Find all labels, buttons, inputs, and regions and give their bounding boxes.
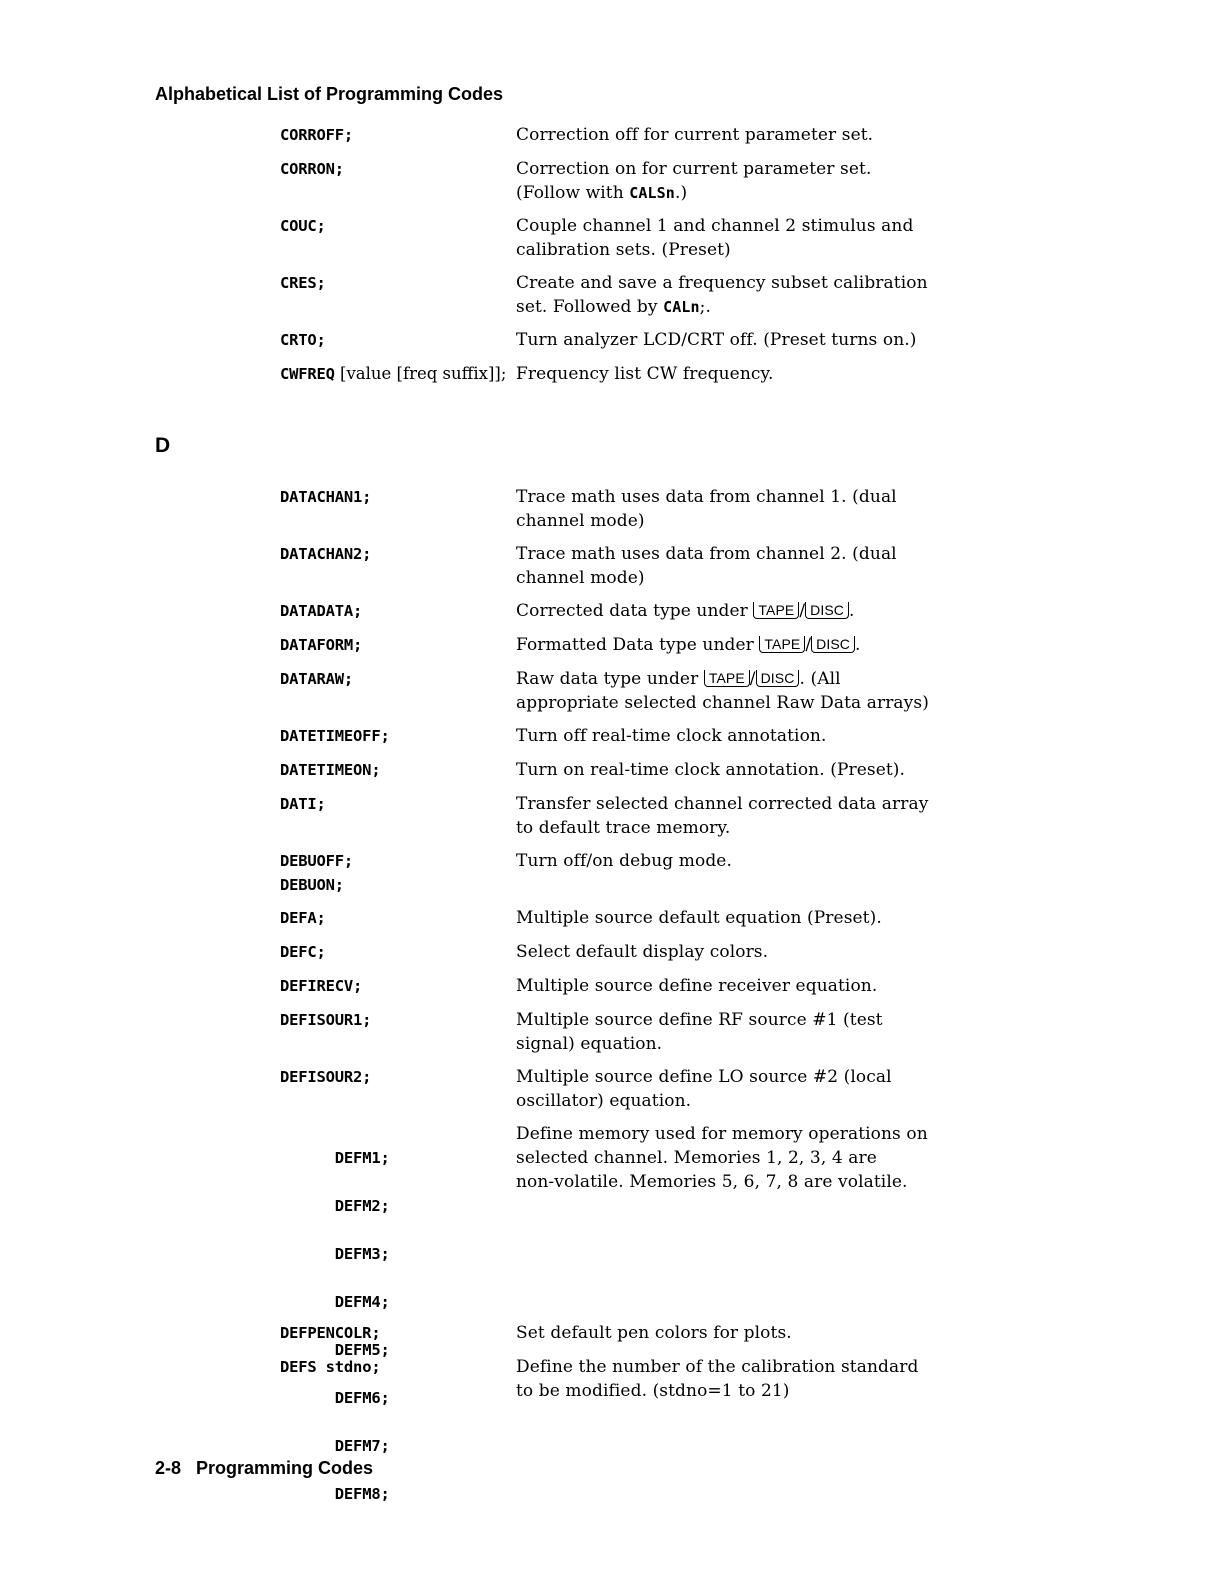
list-item [280, 542, 960, 599]
desc-line: Trace math uses data from channel 1. (dual [516, 487, 897, 507]
desc-line: Correction on for current parameter set. [516, 159, 872, 179]
list-item [280, 1355, 960, 1412]
code-description [516, 271, 960, 319]
code-line: DEFM7; [334, 1437, 390, 1455]
entry-list-c [280, 123, 960, 396]
desc-line: Trace math uses data from channel 2. (dual [516, 544, 897, 564]
desc-line: signal) equation. [516, 1034, 663, 1054]
list-item [280, 633, 960, 667]
desc-line: channel mode) [516, 511, 645, 531]
code-description: Turn on real-time clock annotation. (Preset). [516, 760, 906, 780]
code-line: DEFM2; [334, 1197, 390, 1215]
desc-line: . [849, 601, 855, 621]
code-name: CRES; [280, 274, 326, 292]
desc-line: ;. [699, 297, 711, 317]
code-name: DEFC; [280, 943, 326, 961]
desc-line: . [855, 635, 861, 655]
code-description: Multiple source default equation (Preset). [516, 908, 882, 928]
list-item [280, 214, 960, 271]
desc-line: Corrected data type under [516, 601, 754, 621]
code-line: DEFM4; [334, 1293, 390, 1311]
code-argument: [value [freq suffix]]; [334, 364, 507, 383]
list-item [280, 974, 960, 1008]
disc-key: DISC [811, 636, 855, 653]
desc-line: appropriate selected channel Raw Data arrays) [516, 693, 929, 713]
code-description: Turn off real-time clock annotation. [516, 726, 827, 746]
desc-line: calibration sets. (Preset) [516, 240, 731, 260]
code-name: DEFISOUR1; [280, 1011, 372, 1029]
code-name: CORROFF; [280, 126, 354, 144]
disc-key: DISC [805, 602, 849, 619]
desc-line: Transfer selected channel corrected data array [516, 794, 929, 814]
code-name: DATI; [280, 795, 326, 813]
code-description [516, 1065, 960, 1113]
section-letter: D [155, 434, 171, 457]
desc-line: Multiple source define LO source #2 (local [516, 1067, 892, 1087]
disc-key: DISC [756, 670, 800, 687]
list-item [280, 271, 960, 328]
code-description: Turn analyzer LCD/CRT off. (Preset turns on.) [516, 330, 917, 350]
code-description: Formatted Data type under TAPE / DISC . [516, 635, 861, 655]
desc-line: oscillator) equation. [516, 1091, 692, 1111]
tape-key: TAPE [753, 602, 799, 619]
desc-line: (Follow with [516, 183, 630, 203]
desc-line: non-volatile. Memories 5, 6, 7, 8 are volatile. [516, 1172, 908, 1192]
desc-line: Multiple source define RF source #1 (test [516, 1010, 883, 1030]
code-description [516, 1122, 960, 1194]
code-description [516, 485, 960, 533]
code-name: CRTO; [280, 331, 326, 349]
code-name: DATACHAN1; [280, 488, 372, 506]
code-keyword: DEFS [280, 1358, 317, 1376]
desc-line: . (All [799, 669, 841, 689]
code-name [280, 849, 516, 897]
code-description [516, 214, 960, 262]
list-item [280, 758, 960, 792]
list-item [280, 328, 960, 362]
code-line: DEFM3; [334, 1245, 390, 1263]
code-name [280, 1355, 516, 1379]
inline-code: CALn [663, 298, 700, 316]
code-line: DEBUOFF; [280, 852, 354, 870]
desc-line: to default trace memory. [516, 818, 731, 838]
code-description [516, 1355, 960, 1403]
desc-line: Create and save a frequency subset calibration [516, 273, 928, 293]
code-description: Correction off for current parameter set. [516, 125, 874, 145]
list-item [280, 849, 960, 906]
code-name: DEFISOUR2; [280, 1068, 372, 1086]
code-name: DATARAW; [280, 670, 354, 688]
code-description: Frequency list CW frequency. [516, 364, 774, 384]
code-name: DEFA; [280, 909, 326, 927]
code-description [516, 542, 960, 590]
list-item [280, 123, 960, 157]
desc-line: Define memory used for memory operations on [516, 1124, 928, 1144]
code-line: DEFM6; [334, 1389, 390, 1407]
code-description: Multiple source define receiver equation. [516, 976, 878, 996]
code-name: DEFPENCOLR; [280, 1324, 381, 1342]
tape-key: TAPE [759, 636, 805, 653]
code-name: DATETIMEON; [280, 761, 381, 779]
entry-list-d [280, 485, 960, 1503]
running-head: Alphabetical List of Programming Codes [155, 84, 504, 104]
code-argument: stdno; [316, 1358, 381, 1376]
list-item [280, 724, 960, 758]
list-item [280, 157, 960, 214]
code-name: DATAFORM; [280, 636, 363, 654]
list-item [280, 362, 960, 396]
code-line: DEFM5; [334, 1341, 390, 1359]
code-description [516, 1008, 960, 1056]
code-name: COUC; [280, 217, 326, 235]
code-keyword: CWFREQ [280, 365, 335, 383]
code-name: CORRON; [280, 160, 344, 178]
list-item [280, 1008, 960, 1065]
list-item [280, 906, 960, 940]
code-line: DEFM1; [334, 1149, 390, 1167]
code-description: Set default pen colors for plots. [516, 1323, 792, 1343]
desc-line: Formatted Data type under [516, 635, 760, 655]
code-description [516, 792, 960, 840]
code-description: Turn off/on debug mode. [516, 851, 732, 871]
page-footer: 2-8 Programming Codes [155, 1458, 374, 1478]
code-name: DATACHAN2; [280, 545, 372, 563]
code-description: Select default display colors. [516, 942, 769, 962]
list-item [280, 667, 960, 724]
code-line: DEBUON; [280, 876, 344, 894]
desc-line: Define the number of the calibration standard [516, 1357, 919, 1377]
desc-line: channel mode) [516, 568, 645, 588]
list-item [280, 1321, 960, 1355]
code-line: DEFM8; [334, 1485, 390, 1503]
list-item [280, 599, 960, 633]
list-item [280, 485, 960, 542]
code-description: Corrected data type under TAPE / DISC . [516, 601, 855, 621]
code-name: DATETIMEOFF; [280, 727, 390, 745]
list-item [280, 792, 960, 849]
code-name [280, 362, 516, 386]
code-description [516, 157, 960, 205]
desc-line: selected channel. Memories 1, 2, 3, 4 are [516, 1148, 877, 1168]
code-name: DEFIRECV; [280, 977, 363, 995]
desc-line: set. Followed by [516, 297, 664, 317]
code-name: DATADATA; [280, 602, 363, 620]
inline-code: CALSn [629, 184, 675, 202]
desc-line: Couple channel 1 and channel 2 stimulus and [516, 216, 914, 236]
code-description: Raw data type under TAPE / DISC . (All appropriate selected channel Raw Data arrays) [516, 669, 929, 713]
list-item [280, 1065, 960, 1122]
desc-line: .) [674, 183, 688, 203]
tape-key: TAPE [704, 670, 750, 687]
desc-line: to be modified. (stdno=1 to 21) [516, 1381, 790, 1401]
list-item [280, 940, 960, 974]
desc-line: Raw data type under [516, 669, 704, 689]
